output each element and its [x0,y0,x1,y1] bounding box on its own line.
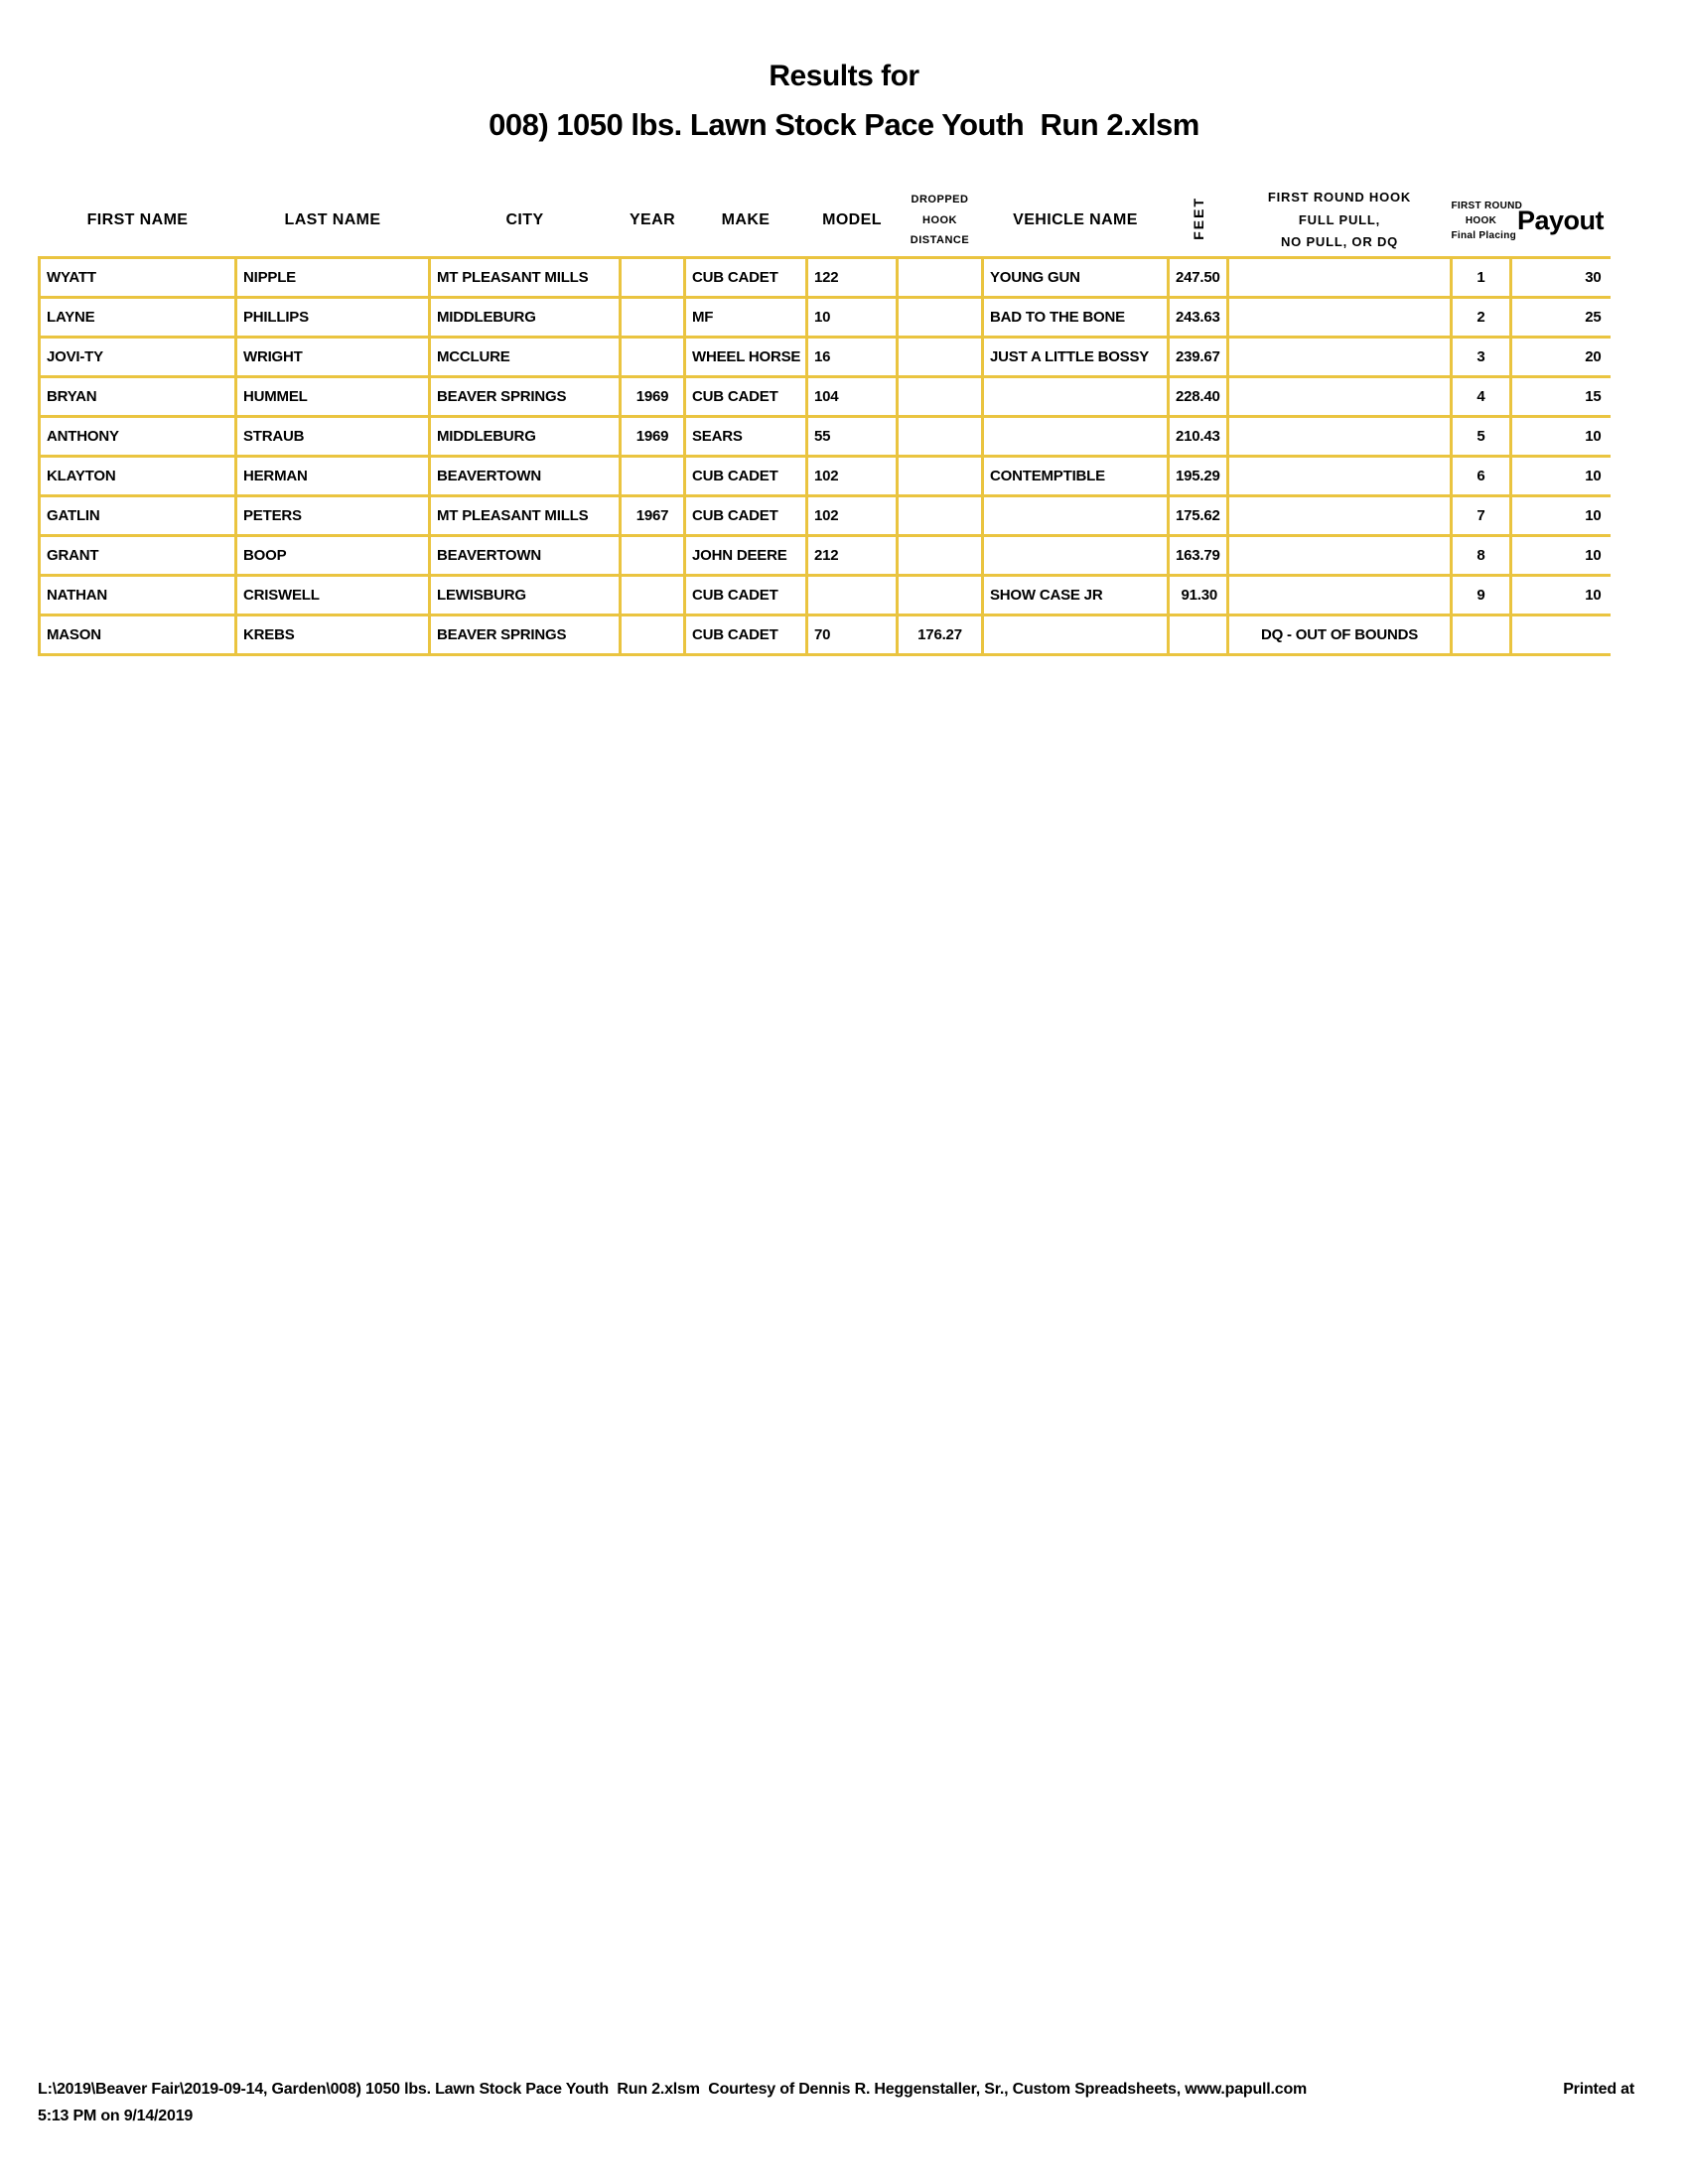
cell-city: BEAVER SPRINGS [430,615,621,655]
cell-city: BEAVERTOWN [430,457,621,496]
cell-vehicle-name: SHOW CASE JR [983,576,1169,615]
cell-dropped-hook-distance [898,417,983,457]
cell-model: 55 [807,417,898,457]
cell-city: MCCLURE [430,338,621,377]
cell-year [621,258,685,298]
cell-city: MT PLEASANT MILLS [430,258,621,298]
cell-last-name: KREBS [236,615,430,655]
cell-first-round-hook-result [1228,576,1452,615]
cell-final-placing: 8 [1452,536,1511,576]
cell-make: JOHN DEERE [685,536,807,576]
col-header-last-name: LAST NAME [284,211,381,228]
cell-model [807,576,898,615]
page-footer [38,2081,1634,2125]
cell-dropped-hook-distance [898,298,983,338]
cell-first-name: ANTHONY [40,417,236,457]
cell-final-placing: 1 [1452,258,1511,298]
table-row [40,298,1611,338]
cell-payout: 30 [1511,258,1611,298]
col-header-make: MAKE [721,211,771,228]
cell-feet: 243.63 [1169,298,1228,338]
col-header-line: FULL PULL, [1298,211,1381,227]
results-table-body [40,258,1611,655]
cell-make: CUB CADET [685,496,807,536]
cell-vehicle-name: YOUNG GUN [983,258,1169,298]
feet-vertical-label: FEET [1190,196,1206,240]
cell-last-name: CRISWELL [236,576,430,615]
cell-final-placing: 2 [1452,298,1511,338]
cell-vehicle-name [983,615,1169,655]
cell-make: CUB CADET [685,258,807,298]
cell-first-name: GATLIN [40,496,236,536]
table-row [40,615,1611,655]
cell-final-placing: 6 [1452,457,1511,496]
cell-payout: 10 [1511,417,1611,457]
cell-vehicle-name [983,536,1169,576]
cell-model: 104 [807,377,898,417]
cell-feet: 163.79 [1169,536,1228,576]
cell-feet: 247.50 [1169,258,1228,298]
cell-model: 16 [807,338,898,377]
cell-vehicle-name [983,377,1169,417]
col-header-line: HOOK [922,213,957,226]
cell-first-round-hook-result [1228,417,1452,457]
cell-year [621,338,685,377]
col-header-payout: Payout [1516,205,1605,235]
col-header-line: HOOK [1465,214,1497,226]
cell-city: LEWISBURG [430,576,621,615]
cell-first-name: LAYNE [40,298,236,338]
cell-payout: 10 [1511,536,1611,576]
cell-model: 212 [807,536,898,576]
cell-first-round-hook-result [1228,496,1452,536]
cell-model: 10 [807,298,898,338]
cell-dropped-hook-distance [898,496,983,536]
cell-city: BEAVERTOWN [430,536,621,576]
cell-city: MIDDLEBURG [430,417,621,457]
table-row [40,496,1611,536]
cell-last-name: HUMMEL [236,377,430,417]
cell-final-placing: 3 [1452,338,1511,377]
cell-final-placing: 7 [1452,496,1511,536]
cell-final-placing: 5 [1452,417,1511,457]
cell-payout: 20 [1511,338,1611,377]
cell-final-placing: 4 [1452,377,1511,417]
cell-last-name: PETERS [236,496,430,536]
cell-feet: 195.29 [1169,457,1228,496]
cell-last-name: WRIGHT [236,338,430,377]
page-title: Results for [769,60,919,92]
results-table [38,185,1611,656]
cell-year [621,457,685,496]
cell-first-name: KLAYTON [40,457,236,496]
cell-make: CUB CADET [685,576,807,615]
cell-vehicle-name [983,417,1169,457]
col-header-line: DISTANCE [910,234,970,247]
cell-city: BEAVER SPRINGS [430,377,621,417]
cell-first-name: WYATT [40,258,236,298]
cell-make: CUB CADET [685,615,807,655]
cell-feet: 228.40 [1169,377,1228,417]
col-header-model: MODEL [822,211,882,228]
cell-year: 1969 [621,377,685,417]
table-row [40,576,1611,615]
cell-year [621,615,685,655]
table-row [40,377,1611,417]
cell-vehicle-name: BAD TO THE BONE [983,298,1169,338]
col-header-first-round-hook-result [1228,185,1452,258]
cell-last-name: HERMAN [236,457,430,496]
table-row [40,457,1611,496]
col-header-first-name: FIRST NAME [86,211,189,228]
col-header-line: FIRST ROUND HOOK [1267,189,1412,205]
cell-payout: 15 [1511,377,1611,417]
cell-first-round-hook-result [1228,298,1452,338]
cell-first-name: GRANT [40,536,236,576]
cell-vehicle-name: CONTEMPTIBLE [983,457,1169,496]
cell-feet: 239.67 [1169,338,1228,377]
cell-model: 122 [807,258,898,298]
cell-dropped-hook-distance [898,457,983,496]
cell-year [621,576,685,615]
table-row [40,258,1611,298]
cell-first-name: NATHAN [40,576,236,615]
page-subtitle-filename: 008) 1050 lbs. Lawn Stock Pace Youth Run 2.xlsm [489,107,1199,142]
table-row [40,338,1611,377]
footer-line-1 [38,2081,1634,2099]
footer-printed-at: Printed at [1563,2081,1634,2098]
cell-final-placing [1452,615,1511,655]
cell-model: 102 [807,496,898,536]
cell-last-name: STRAUB [236,417,430,457]
cell-feet [1169,615,1228,655]
cell-dropped-hook-distance [898,576,983,615]
cell-first-round-hook-result [1228,258,1452,298]
cell-feet: 175.62 [1169,496,1228,536]
cell-dropped-hook-distance: 176.27 [898,615,983,655]
footer-line-2: 5:13 PM on 9/14/2019 [38,2108,194,2124]
cell-make: SEARS [685,417,807,457]
cell-model: 70 [807,615,898,655]
cell-vehicle-name [983,496,1169,536]
col-header-line: DROPPED [911,194,969,206]
col-header-line: NO PULL, OR DQ [1280,234,1399,250]
header-row [40,185,1611,258]
cell-make: WHEEL HORSE [685,338,807,377]
table-row [40,417,1611,457]
cell-payout [1511,615,1611,655]
col-header-dropped-hook-distance [898,185,983,258]
cell-payout: 10 [1511,457,1611,496]
col-header-final-placing [1451,185,1523,258]
cell-model: 102 [807,457,898,496]
footer-file-path: L:\2019\Beaver Fair\2019-09-14, Garden\008) 1050 lbs. Lawn Stock Pace Youth Run 2.xlsm Courtesy of Dennis R. Heggenstaller, Sr., Custom Spreadsheets, www.papull.com [38,2081,1308,2098]
cell-year [621,536,685,576]
cell-first-name: JOVI-TY [40,338,236,377]
cell-year: 1969 [621,417,685,457]
cell-city: MIDDLEBURG [430,298,621,338]
cell-city: MT PLEASANT MILLS [430,496,621,536]
cell-first-round-hook-result [1228,338,1452,377]
cell-payout: 10 [1511,576,1611,615]
cell-first-name: MASON [40,615,236,655]
cell-year: 1967 [621,496,685,536]
cell-make: CUB CADET [685,377,807,417]
cell-last-name: PHILLIPS [236,298,430,338]
cell-first-round-hook-result [1228,457,1452,496]
col-header-feet [1169,185,1228,258]
cell-make: CUB CADET [685,457,807,496]
col-header-city: CITY [505,211,544,228]
cell-first-round-hook-result: DQ - OUT OF BOUNDS [1228,615,1452,655]
cell-dropped-hook-distance [898,258,983,298]
cell-first-round-hook-result [1228,536,1452,576]
cell-last-name: BOOP [236,536,430,576]
table-row [40,536,1611,576]
cell-dropped-hook-distance [898,536,983,576]
cell-first-round-hook-result [1228,377,1452,417]
cell-feet: 210.43 [1169,417,1228,457]
cell-year [621,298,685,338]
cell-make: MF [685,298,807,338]
cell-final-placing: 9 [1452,576,1511,615]
cell-payout: 10 [1511,496,1611,536]
cell-dropped-hook-distance [898,377,983,417]
cell-first-name: BRYAN [40,377,236,417]
col-header-vehicle-name: VEHICLE NAME [1013,211,1138,228]
col-header-line: Final Placing [1451,229,1517,241]
results-table-header [40,185,1611,258]
cell-vehicle-name: JUST A LITTLE BOSSY [983,338,1169,377]
cell-payout: 25 [1511,298,1611,338]
col-header-year: YEAR [629,211,676,228]
cell-dropped-hook-distance [898,338,983,377]
cell-feet: 91.30 [1169,576,1228,615]
col-header-line: FIRST ROUND [1451,200,1523,211]
cell-last-name: NIPPLE [236,258,430,298]
